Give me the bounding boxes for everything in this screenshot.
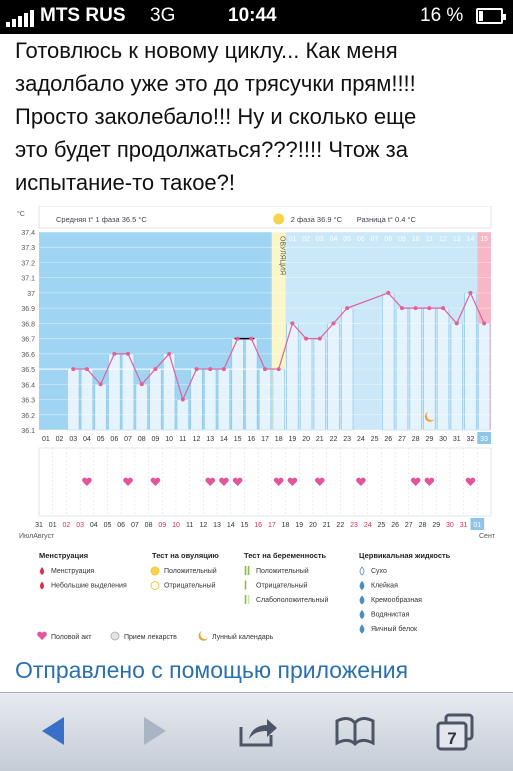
cycle-day-label: 29 bbox=[425, 436, 434, 443]
phase2-day-label: 01 bbox=[288, 236, 297, 243]
calendar-date-label: 16 bbox=[254, 522, 263, 529]
cycle-day-label: 20 bbox=[302, 436, 310, 443]
temperature-point[interactable] bbox=[167, 352, 171, 356]
status-bar bbox=[0, 0, 513, 34]
cycle-day-label: 15 bbox=[233, 436, 242, 443]
temperature-point[interactable] bbox=[85, 367, 89, 371]
phase2-day-label: 03 bbox=[315, 236, 324, 243]
cycle-day-label: 06 bbox=[110, 436, 119, 443]
menstruation-drop-icon bbox=[40, 567, 44, 575]
calendar-date-label: 25 bbox=[377, 522, 386, 529]
calendar-date-label: 09 bbox=[158, 522, 167, 529]
calendar-date-label: 23 bbox=[350, 522, 358, 529]
cycle-day-label: 25 bbox=[370, 436, 379, 443]
calendar-date-label: 27 bbox=[404, 522, 413, 529]
y-tick-label: 36.6 bbox=[21, 351, 35, 359]
back-button[interactable] bbox=[34, 711, 78, 751]
cycle-day-label: 33 bbox=[480, 436, 489, 443]
forward-button[interactable] bbox=[130, 711, 174, 751]
temperature-point[interactable] bbox=[236, 337, 240, 341]
calendar-date-label: 12 bbox=[199, 522, 208, 529]
calendar-date-label: 17 bbox=[267, 522, 276, 529]
calendar-date-label: 07 bbox=[130, 522, 139, 529]
calendar-date-label: 01 bbox=[48, 522, 57, 529]
cycle-day-label: 07 bbox=[124, 436, 132, 443]
post-line: испытание-то такое?! bbox=[15, 170, 236, 195]
calendar-date-label: 15 bbox=[240, 522, 249, 529]
temperature-point[interactable] bbox=[345, 306, 349, 310]
calendar-date-label: 29 bbox=[432, 522, 441, 529]
calendar-date-label: 13 bbox=[213, 522, 221, 529]
calendar-date-label: 11 bbox=[186, 522, 194, 529]
legend-item-label: Прием лекарств bbox=[124, 634, 177, 641]
temperature-bar bbox=[451, 323, 463, 430]
legend-item-label: Небольшие выделения bbox=[51, 582, 127, 590]
temperature-bar bbox=[465, 293, 477, 430]
cycle-day-label: 26 bbox=[384, 436, 393, 443]
temperature-point[interactable] bbox=[455, 321, 459, 325]
cycle-day-label: 19 bbox=[288, 436, 297, 443]
y-tick-label: 36.1 bbox=[21, 428, 35, 435]
legend-item-label: Слабоположительный bbox=[256, 597, 329, 604]
cycle-day-label: 09 bbox=[151, 436, 160, 443]
battery-icon bbox=[476, 8, 503, 24]
temperature-point[interactable] bbox=[468, 291, 472, 295]
calendar-date-label: 30 bbox=[446, 522, 454, 529]
temperature-difference-label: Разница t° 0.4 °C bbox=[356, 215, 416, 224]
temperature-bar bbox=[382, 293, 394, 430]
cervical-fluid-icon bbox=[360, 596, 364, 604]
phase2-day-label: 02 bbox=[302, 236, 310, 243]
calendar-date-label: 20 bbox=[309, 522, 317, 529]
intercourse-heart-icon bbox=[37, 632, 47, 640]
temperature-point[interactable] bbox=[99, 382, 103, 386]
month-label: ИюлАвгуст bbox=[19, 533, 55, 540]
temperature-point[interactable] bbox=[318, 337, 322, 341]
cervical-fluid-icon bbox=[360, 582, 364, 590]
phase2-day-label: 15 bbox=[480, 236, 489, 243]
y-unit-label: °C bbox=[17, 211, 25, 218]
ovulation-label: ОВУЛЯЦИЯ bbox=[278, 236, 286, 276]
cycle-day-label: 23 bbox=[343, 436, 352, 443]
temperature-point[interactable] bbox=[400, 306, 404, 310]
y-tick-label: 37.2 bbox=[21, 260, 35, 268]
bookmarks-button[interactable] bbox=[333, 711, 377, 751]
medication-icon bbox=[111, 632, 119, 640]
phase2-average-label: 2 фаза 36.9 °C bbox=[290, 215, 343, 224]
sent-from-app-link[interactable]: Отправлено с помощью приложения bbox=[15, 657, 409, 683]
legend-group-title: Менструация bbox=[39, 551, 89, 560]
temperature-bar bbox=[136, 384, 148, 430]
y-tick-label: 36.5 bbox=[21, 367, 35, 375]
y-tick-label: 37.4 bbox=[21, 230, 35, 237]
cycle-day-label: 10 bbox=[165, 436, 174, 443]
temperature-point[interactable] bbox=[126, 352, 130, 356]
temperature-point[interactable] bbox=[181, 398, 185, 402]
temperature-point[interactable] bbox=[112, 352, 116, 356]
post-line: Просто заколебало!!! Ну и сколько еще bbox=[15, 104, 417, 129]
temperature-point[interactable] bbox=[195, 367, 199, 371]
legend-group-title: Тест на беременность bbox=[244, 551, 327, 560]
ovulation-sun-icon bbox=[273, 214, 284, 225]
legend-item-label: Отрицательный bbox=[164, 582, 216, 590]
calendar-date-label: 22 bbox=[336, 522, 345, 529]
calendar-date-label: 05 bbox=[103, 522, 112, 529]
cycle-day-label: 21 bbox=[315, 436, 324, 443]
temperature-point[interactable] bbox=[208, 367, 212, 371]
cycle-day-label: 32 bbox=[466, 436, 475, 443]
cycle-day-label: 03 bbox=[69, 436, 78, 443]
calendar-date-label: 28 bbox=[418, 522, 427, 529]
carrier-name: MTS RUS bbox=[40, 5, 126, 26]
temperature-point[interactable] bbox=[153, 367, 157, 371]
legend-item-label: Половой акт bbox=[51, 634, 92, 641]
temperature-point[interactable] bbox=[414, 306, 418, 310]
y-tick-label: 36.8 bbox=[21, 321, 35, 329]
temperature-bar bbox=[163, 354, 175, 430]
temperature-point[interactable] bbox=[71, 367, 75, 371]
legend-item-label: Яичный белок bbox=[371, 626, 418, 633]
y-tick-label: 37.1 bbox=[21, 275, 35, 283]
menstruation-drop-icon bbox=[40, 582, 44, 590]
cycle-day-label: 22 bbox=[329, 436, 338, 443]
temperature-point[interactable] bbox=[263, 367, 267, 371]
y-tick-label: 36.3 bbox=[21, 397, 35, 405]
cycle-day-label: 30 bbox=[439, 436, 447, 443]
temperature-point[interactable] bbox=[304, 337, 308, 341]
post-line: Готовлюсь к новому циклу... Как меня bbox=[15, 38, 398, 63]
temperature-point[interactable] bbox=[427, 306, 431, 310]
y-tick-label: 36.4 bbox=[21, 382, 35, 390]
browser-toolbar bbox=[0, 692, 513, 771]
phase2-day-label: 05 bbox=[343, 236, 352, 243]
temperature-point[interactable] bbox=[222, 367, 226, 371]
network-type: 3G bbox=[150, 5, 176, 26]
ovulation-test-icon bbox=[151, 582, 159, 590]
calendar-date-label: 10 bbox=[172, 522, 180, 529]
cycle-day-label: 02 bbox=[55, 436, 64, 443]
temperature-point[interactable] bbox=[386, 291, 390, 295]
cycle-day-label: 12 bbox=[192, 436, 201, 443]
phase2-day-label: 09 bbox=[398, 236, 406, 243]
phase2-day-label: 04 bbox=[329, 236, 338, 243]
cycle-day-label: 31 bbox=[452, 436, 461, 443]
post-line: задолбало уже это до трясучки прям!!!! bbox=[15, 71, 416, 96]
temperature-point[interactable] bbox=[249, 337, 253, 341]
cervical-fluid-icon bbox=[360, 611, 364, 619]
legend-group-title: Цервикальная жидкость bbox=[359, 551, 451, 560]
legend-item-label: Клейкая bbox=[371, 582, 398, 590]
phase2-day-label: 10 bbox=[411, 236, 420, 243]
legend-item-label: Водянистая bbox=[371, 611, 410, 619]
calendar-date-label: 01 bbox=[473, 522, 482, 529]
temperature-point[interactable] bbox=[140, 382, 144, 386]
temperature-point[interactable] bbox=[331, 321, 335, 325]
calendar-date-label: 06 bbox=[117, 522, 126, 529]
legend-item-label: Отрицательный bbox=[256, 582, 308, 590]
cycle-day-label: 14 bbox=[220, 436, 228, 443]
calendar-date-label: 24 bbox=[363, 522, 372, 529]
temperature-bar bbox=[95, 384, 107, 430]
cycle-day-label: 17 bbox=[261, 436, 269, 443]
cycle-day-label: 01 bbox=[41, 436, 50, 443]
temperature-bar bbox=[122, 354, 134, 430]
calendar-date-label: 26 bbox=[391, 522, 400, 529]
battery-percent: 16 % bbox=[420, 5, 464, 26]
calendar-date-label: 04 bbox=[89, 522, 98, 529]
calendar-date-label: 02 bbox=[62, 522, 71, 529]
phase2-day-label: 13 bbox=[452, 236, 461, 243]
temperature-point[interactable] bbox=[482, 321, 486, 325]
temperature-bar bbox=[478, 323, 490, 430]
y-tick-label: 37.3 bbox=[21, 245, 35, 253]
ovulation-test-icon bbox=[151, 567, 159, 575]
calendar-date-label: 31 bbox=[35, 522, 43, 529]
cycle-day-label: 16 bbox=[247, 436, 256, 443]
calendar-date-label: 21 bbox=[322, 522, 331, 529]
temperature-bar bbox=[328, 323, 340, 430]
y-tick-label: 36.7 bbox=[21, 336, 35, 344]
signal-strength-icon bbox=[6, 9, 36, 27]
cycle-day-label: 11 bbox=[179, 436, 187, 443]
clock: 10:44 bbox=[228, 5, 277, 26]
cycle-day-label: 13 bbox=[206, 436, 215, 443]
tabs-count: 7 bbox=[447, 729, 457, 748]
share-button[interactable] bbox=[235, 711, 279, 751]
cycle-day-label: 08 bbox=[137, 436, 146, 443]
legend-item-label: Положительный bbox=[256, 568, 309, 575]
phase2-day-label: 08 bbox=[384, 236, 393, 243]
calendar-date-label: 03 bbox=[76, 522, 84, 529]
cycle-day-label: 27 bbox=[398, 436, 406, 443]
calendar-date-label: 08 bbox=[144, 522, 153, 529]
calendar-date-label: 31 bbox=[459, 522, 468, 529]
temperature-bar bbox=[287, 323, 299, 430]
temperature-point[interactable] bbox=[441, 306, 445, 310]
legend-item-label: Сухо bbox=[371, 568, 387, 575]
y-tick-label: 36.2 bbox=[21, 412, 35, 420]
temperature-point[interactable] bbox=[277, 367, 281, 371]
cycle-day-label: 18 bbox=[274, 436, 283, 443]
post-text bbox=[15, 34, 505, 199]
phase2-day-label: 14 bbox=[466, 236, 475, 243]
y-tick-label: 36.9 bbox=[21, 306, 35, 314]
calendar-date-label: 18 bbox=[281, 522, 290, 529]
legend-group-title: Тест на овуляцию bbox=[152, 551, 219, 560]
temperature-point[interactable] bbox=[290, 321, 294, 325]
cycle-day-label: 24 bbox=[356, 436, 365, 443]
cycle-day-label: 28 bbox=[411, 436, 420, 443]
phase1-average-label: Средняя t° 1 фаза 36.5 °C bbox=[56, 215, 147, 224]
legend-item-label: Лунный календарь bbox=[212, 634, 274, 641]
phase2-day-label: 11 bbox=[425, 236, 434, 243]
cervical-fluid-icon bbox=[360, 567, 364, 575]
temperature-bar bbox=[108, 354, 120, 430]
phase2-day-label: 06 bbox=[356, 236, 365, 243]
cycle-day-label: 05 bbox=[96, 436, 105, 443]
legend-item-label: Менструация bbox=[51, 568, 95, 575]
y-tick-label: 37 bbox=[27, 290, 35, 298]
phase2-day-label: 12 bbox=[439, 236, 447, 243]
moon-icon bbox=[199, 631, 208, 641]
month-label: Сент bbox=[479, 533, 496, 540]
calendar-date-label: 14 bbox=[226, 522, 235, 529]
cycle-day-label: 04 bbox=[83, 436, 91, 443]
legend-item-label: Положительный bbox=[164, 568, 217, 575]
tabs-button[interactable] bbox=[434, 711, 478, 751]
cervical-fluid-icon bbox=[360, 625, 364, 633]
post-line: это будет продолжаться???!!!! Чтож за bbox=[15, 137, 408, 162]
legend-item-label: Кремообразная bbox=[371, 597, 422, 604]
phase2-day-label: 07 bbox=[370, 236, 379, 243]
bbt-chart bbox=[14, 206, 498, 650]
events-row bbox=[39, 448, 491, 516]
calendar-date-label: 19 bbox=[295, 522, 304, 529]
